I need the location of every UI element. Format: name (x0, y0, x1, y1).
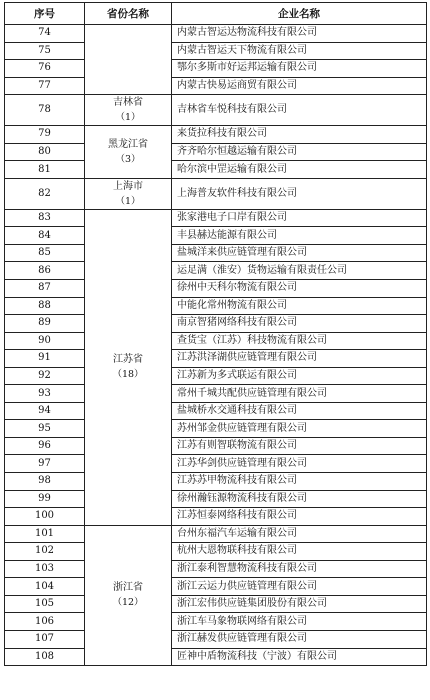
table-row (5, 437, 427, 455)
province-cell (85, 95, 172, 126)
table-row (5, 560, 427, 578)
row-index: 74 (5, 25, 85, 43)
header-index: 序号 (5, 3, 85, 25)
table-row (5, 297, 427, 315)
company-name: 徐州中天科尔物流有限公司 (172, 280, 427, 298)
row-index: 103 (5, 560, 85, 578)
table-row (5, 60, 427, 78)
table-row (5, 209, 427, 227)
company-name: 丰县赫达能源有限公司 (172, 227, 427, 245)
table-row (5, 262, 427, 280)
company-name: 匠神中盾物流科技（宁波）有限公司 (172, 648, 427, 666)
table-row (5, 95, 427, 126)
province-cell (85, 525, 172, 665)
row-index: 94 (5, 402, 85, 420)
row-index: 83 (5, 209, 85, 227)
row-index: 95 (5, 420, 85, 438)
table-row (5, 367, 427, 385)
province-count: （1） (115, 112, 141, 124)
header-province: 省份名称 (85, 3, 172, 25)
table-row (5, 473, 427, 491)
table-row (5, 490, 427, 508)
table-row (5, 42, 427, 60)
row-index: 98 (5, 473, 85, 491)
company-name: 常州千城共配供应链管理有限公司 (172, 385, 427, 403)
table-row (5, 315, 427, 333)
company-name: 浙江宏伟供应链集团股份有限公司 (172, 595, 427, 613)
header-company: 企业名称 (172, 3, 427, 25)
table-row (5, 613, 427, 631)
table-row (5, 648, 427, 666)
table-row (5, 350, 427, 368)
row-index: 86 (5, 262, 85, 280)
row-index: 104 (5, 578, 85, 596)
company-name: 南京智猪网络科技有限公司 (172, 315, 427, 333)
company-name: 江苏洪泽湖供应链管理有限公司 (172, 350, 427, 368)
province-count: （1） (115, 195, 141, 207)
company-name: 浙江泰利智慧物流科技有限公司 (172, 560, 427, 578)
table-row (5, 77, 427, 95)
province-count: （18） (112, 369, 144, 381)
table-row (5, 455, 427, 473)
company-name: 吉林省车悦科技有限公司 (172, 95, 427, 126)
row-index: 106 (5, 613, 85, 631)
row-index: 93 (5, 385, 85, 403)
company-name: 鄂尔多斯市好运邦运输有限公司 (172, 60, 427, 78)
company-name: 盐城桥水交通科技有限公司 (172, 402, 427, 420)
table-row (5, 178, 427, 209)
company-name: 杭州大恩物联科技有限公司 (172, 543, 427, 561)
row-index: 99 (5, 490, 85, 508)
enterprise-table (4, 2, 427, 666)
table-row (5, 227, 427, 245)
table-row (5, 578, 427, 596)
row-index: 78 (5, 95, 85, 126)
company-name: 上海普友软件科技有限公司 (172, 178, 427, 209)
company-name: 中能化常州物流有限公司 (172, 297, 427, 315)
province-count: （3） (115, 154, 141, 165)
province-cell (85, 209, 172, 525)
row-index: 97 (5, 455, 85, 473)
row-index: 80 (5, 143, 85, 161)
row-index: 77 (5, 77, 85, 95)
table-header-row (5, 3, 427, 25)
table-row (5, 25, 427, 43)
row-index: 90 (5, 332, 85, 350)
company-name: 浙江云运力供应链管理有限公司 (172, 578, 427, 596)
table-row (5, 525, 427, 543)
province-name: 浙江省 (113, 582, 143, 594)
company-name: 苏州邹金供应链管理有限公司 (172, 420, 427, 438)
row-index: 88 (5, 297, 85, 315)
company-name: 张家港电子口岸有限公司 (172, 209, 427, 227)
province-cell (85, 126, 172, 179)
table-row (5, 161, 427, 179)
company-name: 徐州瀚钰源物流科技有限公司 (172, 490, 427, 508)
company-name: 江苏新为多式联运有限公司 (172, 367, 427, 385)
company-name: 哈尔滨中罡运输有限公司 (172, 161, 427, 179)
company-name: 查货宝（江苏）科技物流有限公司 (172, 332, 427, 350)
table-row (5, 508, 427, 526)
table-row (5, 126, 427, 144)
company-name: 内蒙古智运天下物流有限公司 (172, 42, 427, 60)
row-index: 85 (5, 244, 85, 262)
row-index: 91 (5, 350, 85, 368)
province-name: 江苏省 (113, 354, 143, 366)
row-index: 89 (5, 315, 85, 333)
row-index: 79 (5, 126, 85, 144)
row-index: 105 (5, 595, 85, 613)
province-name: 上海市 (113, 180, 143, 192)
province-count: （12） (112, 597, 144, 609)
table-row (5, 332, 427, 350)
table-row (5, 543, 427, 561)
table-row (5, 280, 427, 298)
company-name: 江苏有则智联物流有限公司 (172, 437, 427, 455)
province-cell (85, 178, 172, 209)
company-name: 齐齐哈尔恒越运输有限公司 (172, 143, 427, 161)
company-name: 浙江车马象物联网络有限公司 (172, 613, 427, 631)
row-index: 82 (5, 178, 85, 209)
company-name: 台州东福汽车运输有限公司 (172, 525, 427, 543)
row-index: 101 (5, 525, 85, 543)
province-name: 吉林省 (113, 97, 143, 109)
company-name: 来货拉科技有限公司 (172, 126, 427, 144)
table-row (5, 143, 427, 161)
row-index: 75 (5, 42, 85, 60)
row-index: 107 (5, 630, 85, 648)
company-name: 江苏华剑供应链管理有限公司 (172, 455, 427, 473)
row-index: 92 (5, 367, 85, 385)
company-name: 运足满（淮安）货物运输有限责任公司 (172, 262, 427, 280)
company-name: 内蒙古智运达物流科技有限公司 (172, 25, 427, 43)
company-name: 浙江赫发供应链管理有限公司 (172, 630, 427, 648)
row-index: 100 (5, 508, 85, 526)
row-index: 84 (5, 227, 85, 245)
company-name: 江苏苏甲物流科技有限公司 (172, 473, 427, 491)
company-name: 盐城洋来供应链管理有限公司 (172, 244, 427, 262)
row-index: 76 (5, 60, 85, 78)
table-row (5, 244, 427, 262)
row-index: 96 (5, 437, 85, 455)
table-row (5, 385, 427, 403)
table-row (5, 402, 427, 420)
province-cell (85, 25, 172, 95)
row-index: 87 (5, 280, 85, 298)
table-row (5, 420, 427, 438)
company-name: 江苏恒泰网络科技有限公司 (172, 508, 427, 526)
row-index: 102 (5, 543, 85, 561)
table-row (5, 595, 427, 613)
table-row (5, 630, 427, 648)
province-name: 黑龙江省 (108, 139, 148, 150)
company-name: 内蒙古快易运商贸有限公司 (172, 77, 427, 95)
row-index: 81 (5, 161, 85, 179)
row-index: 108 (5, 648, 85, 666)
